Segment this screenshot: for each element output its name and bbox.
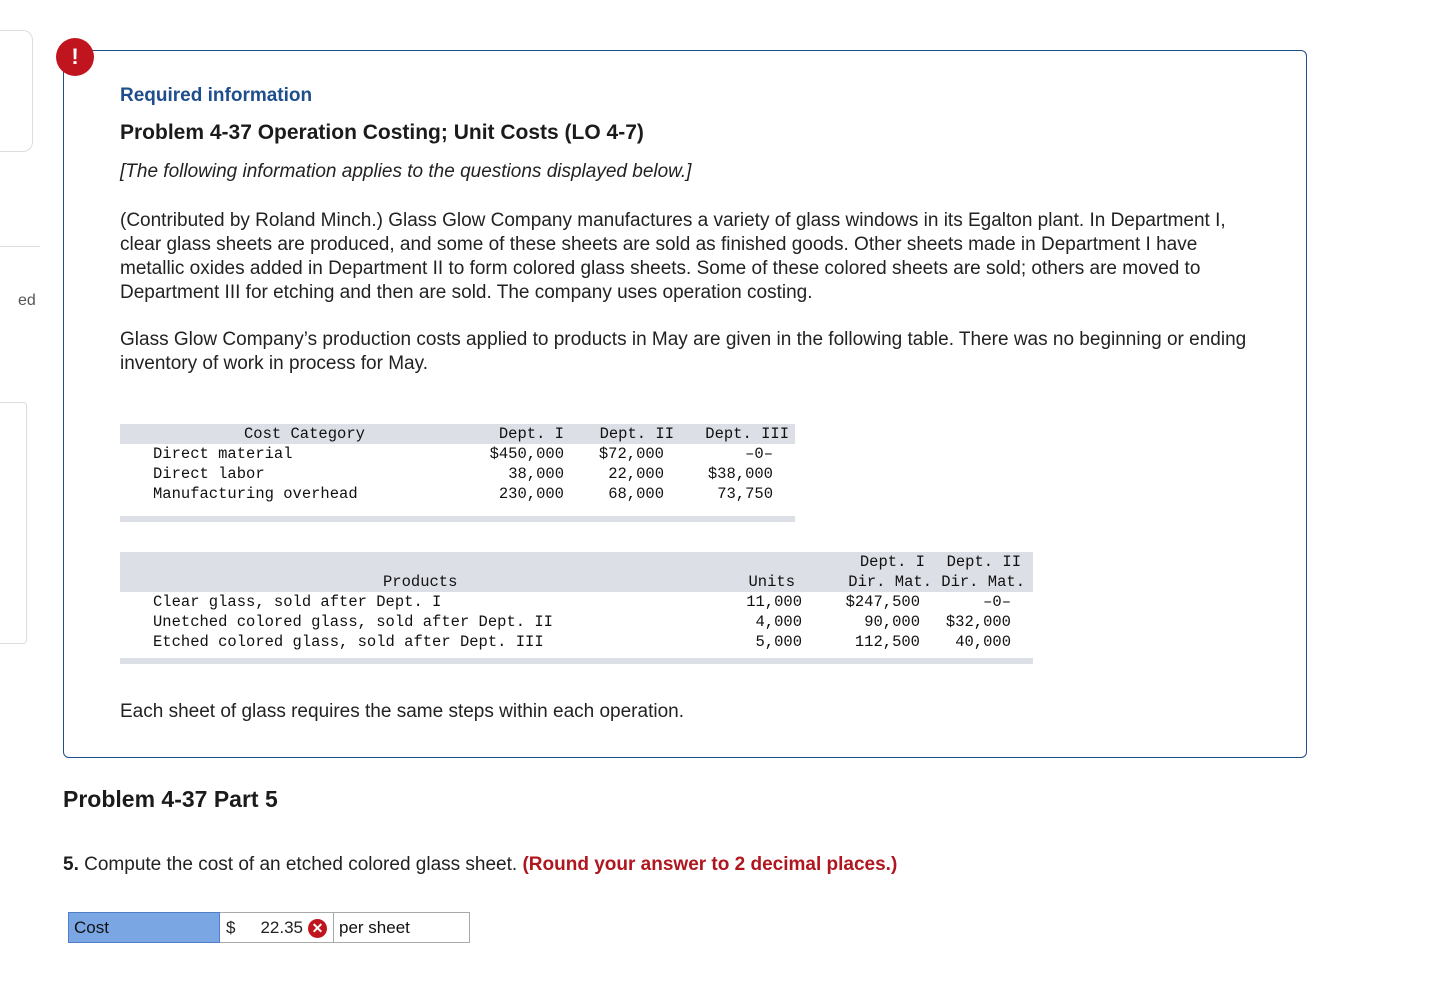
table-cell: $247,500 bbox=[845, 593, 920, 611]
table-header-row bbox=[120, 552, 1033, 572]
table-cell: 90,000 bbox=[864, 613, 920, 631]
currency-symbol: $ bbox=[226, 918, 236, 937]
table-footer-rule bbox=[120, 516, 795, 522]
table-row bbox=[120, 632, 1033, 652]
table-cell: –0– bbox=[983, 593, 1011, 611]
table-cell: 230,000 bbox=[498, 485, 564, 503]
cost-answer-input[interactable] bbox=[220, 912, 334, 943]
column-header: Dept. III bbox=[682, 424, 795, 444]
column-header: Products bbox=[120, 572, 710, 592]
table-cell: Manufacturing overhead bbox=[153, 485, 358, 503]
required-info-heading: Required information bbox=[120, 85, 313, 106]
table-cell: 38,000 bbox=[508, 465, 564, 483]
table-cell: $72,000 bbox=[598, 445, 664, 463]
answer-row bbox=[68, 912, 470, 943]
table-row bbox=[120, 484, 795, 504]
column-header: Dept. I bbox=[472, 424, 572, 444]
problem-title: Problem 4-37 Operation Costing; Unit Costs (LO 4-7) bbox=[120, 121, 644, 144]
table-cell: 11,000 bbox=[746, 593, 802, 611]
column-header: Dept. II bbox=[935, 552, 1033, 572]
table-row bbox=[120, 464, 795, 484]
table-header-row bbox=[120, 572, 1033, 592]
table-header-row bbox=[120, 424, 795, 444]
column-header: Cost Category bbox=[120, 424, 472, 444]
description-paragraph: Each sheet of glass requires the same steps within each operation. bbox=[120, 701, 684, 722]
table-cell: Clear glass, sold after Dept. I bbox=[153, 593, 442, 611]
table-cell: $450,000 bbox=[489, 445, 564, 463]
part-title: Problem 4-37 Part 5 bbox=[63, 786, 278, 812]
table-cell: 40,000 bbox=[955, 633, 1011, 651]
table-cell: 73,750 bbox=[717, 485, 773, 503]
column-header: Units bbox=[710, 572, 810, 592]
description-paragraph: Glass Glow Company’s production costs applied to products in May are given in the following table. There was no beginning or ending inventory of work in process for May. bbox=[120, 329, 1247, 374]
column-header bbox=[710, 552, 810, 572]
info-note: [The following information applies to the questions displayed below.] bbox=[120, 161, 692, 182]
adjacent-panel-edge bbox=[0, 30, 33, 152]
table-cell: –0– bbox=[745, 445, 773, 463]
cost-table bbox=[120, 424, 795, 522]
table-cell: Etched colored glass, sold after Dept. III bbox=[153, 633, 544, 651]
column-header: Dept. I bbox=[810, 552, 935, 572]
table-row bbox=[120, 444, 795, 464]
column-header: Dir. Mat. bbox=[810, 572, 935, 592]
column-header: Dept. II bbox=[572, 424, 682, 444]
column-header: Dir. Mat. bbox=[935, 572, 1033, 592]
alert-icon: ! bbox=[56, 38, 94, 76]
table-cell: $38,000 bbox=[707, 465, 773, 483]
table-cell: 5,000 bbox=[755, 633, 802, 651]
table-row bbox=[120, 612, 1033, 632]
question-number: 5. bbox=[63, 854, 79, 875]
table-cell: Direct labor bbox=[153, 465, 265, 483]
answer-label: Cost bbox=[68, 912, 220, 943]
table-cell: 4,000 bbox=[755, 613, 802, 631]
adjacent-panel-edge bbox=[0, 402, 27, 644]
divider bbox=[0, 246, 40, 247]
column-header bbox=[120, 552, 710, 572]
table-footer-rule bbox=[120, 658, 1033, 664]
answer-unit: per sheet bbox=[334, 912, 470, 943]
table-row bbox=[120, 592, 1033, 612]
table-cell: Unetched colored glass, sold after Dept. II bbox=[153, 613, 553, 631]
adjacent-panel-text: ed bbox=[18, 292, 36, 309]
question-text bbox=[63, 854, 897, 876]
incorrect-x-icon: ✕ bbox=[308, 919, 327, 938]
answer-value[interactable]: 22.35 bbox=[260, 918, 303, 937]
table-cell: 22,000 bbox=[608, 465, 664, 483]
rounding-hint: (Round your answer to 2 decimal places.) bbox=[522, 854, 898, 875]
table-cell: 112,500 bbox=[854, 633, 920, 651]
table-cell: $32,000 bbox=[945, 613, 1011, 631]
question-body: Compute the cost of an etched colored glass sheet. bbox=[78, 854, 523, 875]
table-cell: Direct material bbox=[153, 445, 293, 463]
description-paragraph: (Contributed by Roland Minch.) Glass Glow Company manufactures a variety of glass windows in its Egalton plant. In Department I, clear glass sheets are produced, and some of these sheets are sold as finished goods. Other sheets made in Department I have metallic oxides added in Department II to form colored glass sheets. Some of these colored sheets are sold; others are moved to Department III for etching and then are sold. The company uses operation costing. bbox=[120, 210, 1226, 303]
products-table bbox=[120, 552, 1033, 664]
table-cell: 68,000 bbox=[608, 485, 664, 503]
